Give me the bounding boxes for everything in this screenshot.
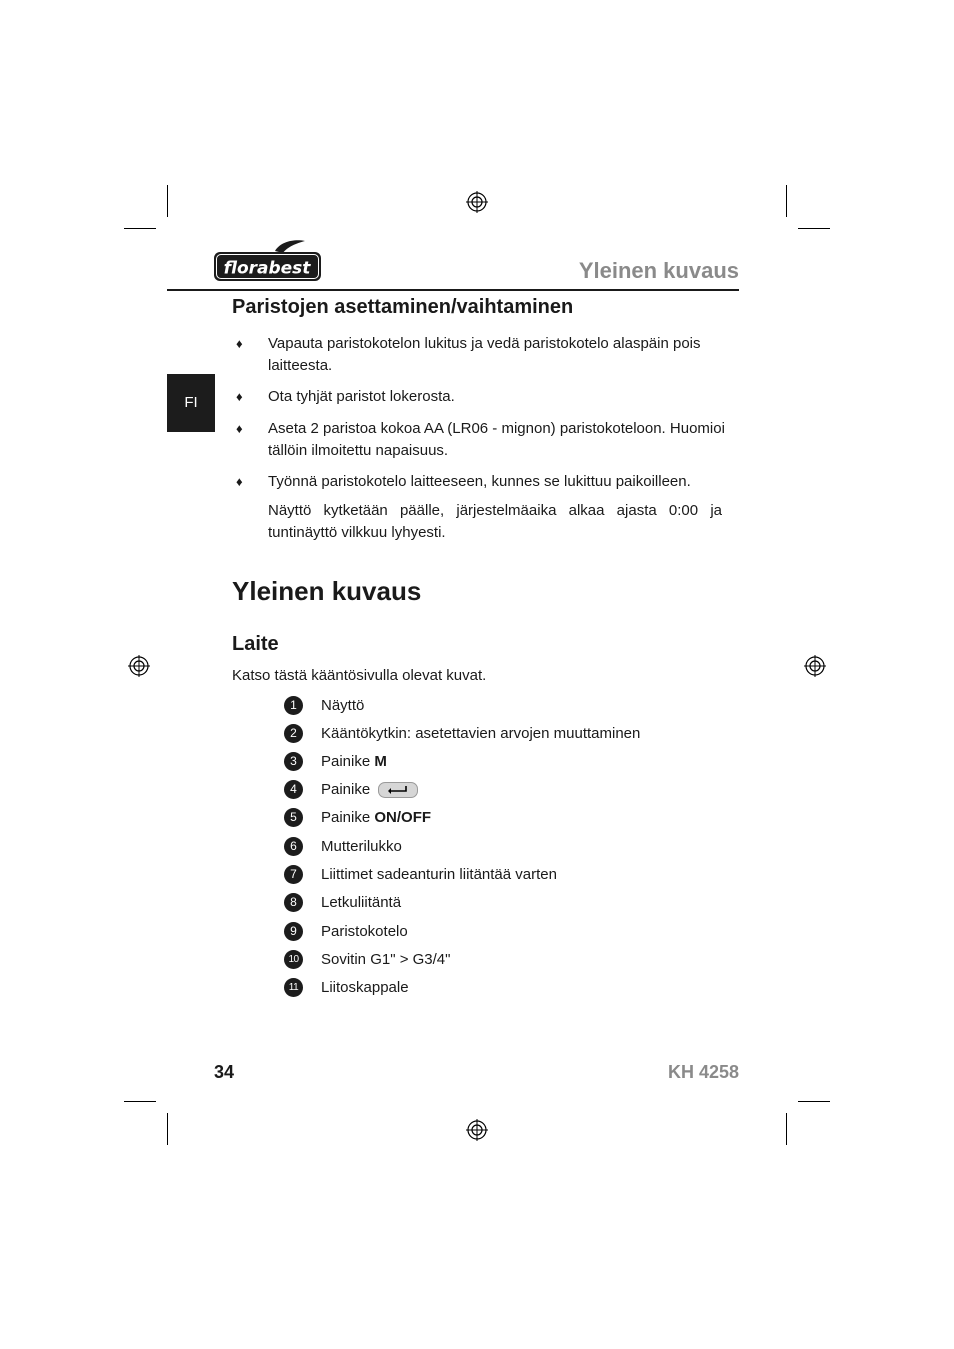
language-tab: FI — [167, 374, 215, 432]
part-label: Sovitin G1" > G3/4" — [321, 951, 451, 968]
part-label: Näyttö — [321, 697, 365, 714]
part-label: Paristokotelo — [321, 923, 408, 940]
registration-mark-icon — [128, 655, 150, 677]
page-number: 34 — [214, 1062, 235, 1082]
part-number: 10 — [284, 950, 303, 969]
part-label-wrap — [321, 779, 418, 801]
part-number: 3 — [284, 752, 303, 771]
part-label-wrap — [321, 751, 387, 773]
crop-mark — [167, 1113, 168, 1145]
battery-section-heading: Paristojen asettaminen/vaihtaminen — [232, 296, 574, 318]
bullet-text: Vapauta paristokotelon lukitus ja vedä paristokotelo alaspäin pois laitteesta. — [268, 335, 701, 374]
device-intro: Katso tästä kääntösivulla olevat kuvat. — [232, 667, 487, 684]
part-label: Painike — [321, 753, 375, 770]
part-number: 11 — [284, 978, 303, 997]
bullet-text: Työnnä paristokotelo laitteeseen, kunnes se lukittuu paikoilleen. — [268, 473, 691, 490]
device-subheading: Laite — [232, 633, 279, 655]
part-number: 5 — [284, 808, 303, 827]
crop-mark — [798, 1101, 830, 1102]
part-label: Mutterilukko — [321, 838, 402, 855]
part-label: Kääntökytkin: asetettavien arvojen muuttaminen — [321, 725, 641, 742]
registration-mark-icon — [466, 1119, 488, 1141]
part-label: Painike — [321, 809, 375, 826]
part-number: 1 — [284, 696, 303, 715]
bullet-icon: ♦ — [236, 474, 243, 489]
part-number: 2 — [284, 724, 303, 743]
bullet-icon: ♦ — [236, 389, 243, 404]
header-divider — [167, 289, 739, 291]
crop-mark — [124, 228, 156, 229]
button-name-m: M — [374, 753, 387, 770]
crop-mark — [798, 228, 830, 229]
part-number: 6 — [284, 837, 303, 856]
bullet-text: Ota tyhjät paristot lokerosta. — [268, 388, 455, 405]
part-label: Liitoskappale — [321, 979, 409, 996]
part-number: 4 — [284, 780, 303, 799]
bullet-icon: ♦ — [236, 421, 243, 436]
page-title: Yleinen kuvaus — [232, 576, 422, 606]
part-label: Liittimet sadeanturin liitäntää varten — [321, 866, 557, 883]
button-name-onoff: ON/OFF — [374, 809, 432, 826]
crop-mark — [786, 185, 787, 217]
registration-mark-icon — [804, 655, 826, 677]
part-number: 9 — [284, 922, 303, 941]
registration-mark-icon — [466, 191, 488, 213]
crop-mark — [167, 185, 168, 217]
part-label-wrap — [321, 807, 431, 829]
part-number: 8 — [284, 893, 303, 912]
model-number: KH 4258 — [667, 1062, 739, 1082]
crop-mark — [786, 1113, 787, 1145]
florabest-logo — [213, 239, 323, 283]
part-label: Letkuliitäntä — [321, 894, 402, 911]
enter-key-icon — [378, 782, 418, 798]
bullet-icon: ♦ — [236, 336, 243, 351]
part-label: Painike — [321, 781, 375, 798]
battery-note: Näyttö kytketään päälle, järjestelmäaika alkaa ajasta 0:00 ja tuntinäyttö vilkkuu lyhyesti. — [268, 502, 722, 541]
crop-mark — [124, 1101, 156, 1102]
part-number: 7 — [284, 865, 303, 884]
brand-name: florabest — [223, 258, 311, 279]
header-title: Yleinen kuvaus — [578, 258, 739, 283]
bullet-text: Aseta 2 paristoa kokoa AA (LR06 - mignon) paristokoteloon. Huomioi tällöin ilmoitettu napaisuus. — [268, 420, 725, 459]
